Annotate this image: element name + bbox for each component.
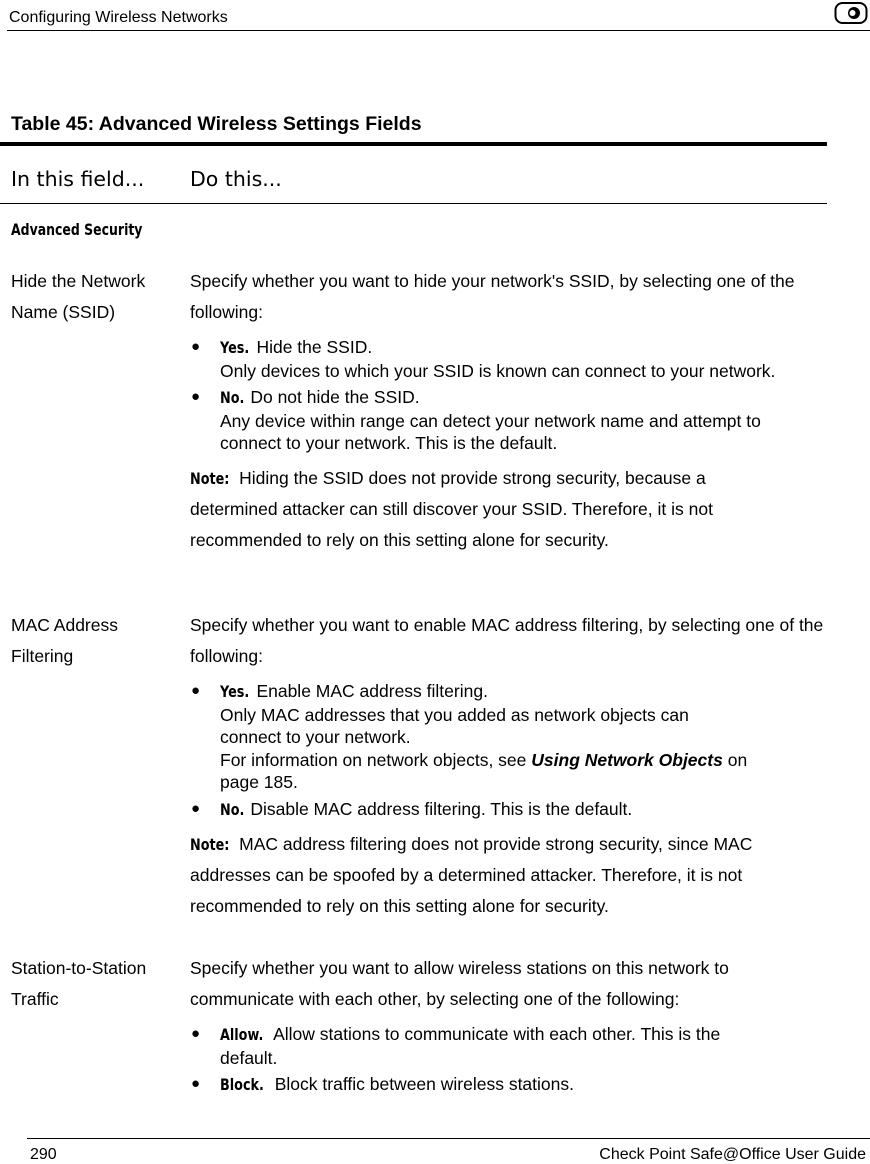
option-keyword: No. — [220, 388, 245, 407]
field-name-line: MAC Address — [11, 615, 118, 635]
header-title: Configuring Wireless Networks — [9, 9, 228, 26]
field-name-line: Hide the Network — [11, 271, 146, 291]
option-list — [190, 680, 830, 821]
option-detail: Only MAC addresses that you added as network objects can connect to your network. — [220, 704, 689, 747]
list-item — [190, 1073, 780, 1097]
option-text: Do not hide the SSID. — [245, 387, 420, 407]
cross-reference-link[interactable]: Using Network Objects — [531, 749, 723, 770]
bullet-icon: ● — [191, 1075, 201, 1092]
option-detail: Any device within range can detect your network name and attempt to connect to your network. This is the default. — [220, 410, 761, 453]
note-label: Note: — [190, 835, 230, 854]
field-description — [190, 266, 830, 556]
page-reference: on page 185. — [220, 749, 748, 792]
option-keyword: Yes. — [220, 338, 250, 357]
footer-rule — [27, 1138, 870, 1139]
option-text: Hide the SSID. — [251, 337, 373, 357]
guide-name: Check Point Safe@Office User Guide — [599, 1146, 866, 1163]
list-item — [190, 680, 780, 794]
field-name-line: Station-to-Station — [11, 958, 147, 978]
field-name-line: Name (SSID) — [11, 302, 116, 322]
checkpoint-logo-icon — [834, 1, 868, 25]
field-name — [11, 953, 181, 1015]
intro-text: Specify whether you want to enable MAC address filtering, by selecting one of the following: — [190, 615, 824, 666]
column-header-action: Do this... — [190, 167, 282, 191]
bullet-icon: ● — [191, 338, 201, 355]
intro-text: Specify whether you want to allow wireless stations on this network to communicate with each other, by selecting one of the following: — [190, 958, 729, 1009]
intro-text: Specify whether you want to hide your network's SSID, by selecting one of the following: — [190, 271, 795, 322]
note — [190, 463, 790, 556]
list-item — [190, 336, 780, 382]
page-number: 290 — [30, 1146, 57, 1163]
option-list — [190, 1023, 830, 1097]
list-item — [190, 798, 780, 822]
field-name-line: Traffic — [11, 989, 59, 1009]
header-rule — [7, 30, 870, 31]
field-name — [11, 610, 181, 672]
option-keyword: Allow. — [220, 1025, 264, 1044]
option-detail: Only devices to which your SSID is known can connect to your network. — [220, 360, 776, 381]
table-title: Table 45: Advanced Wireless Settings Fields — [11, 113, 422, 135]
table-top-rule — [0, 142, 827, 146]
note-label: Note: — [190, 468, 230, 488]
option-list — [190, 336, 830, 455]
note-text: MAC address filtering does not provide strong security, since MAC addresses can be spoofed by a determined attacker. Therefore, it is not recommended to rely on this setting alone for security. — [190, 834, 753, 916]
bullet-icon: ● — [191, 682, 201, 699]
header-bottom-rule — [0, 203, 827, 204]
bullet-icon: ● — [191, 1025, 201, 1042]
option-text: Block traffic between wireless stations. — [269, 1074, 574, 1094]
option-reference: For information on network objects, see — [220, 749, 532, 770]
bullet-icon: ● — [191, 799, 201, 817]
option-text: Disable MAC address filtering. This is the default. — [245, 798, 633, 819]
note-text: Hiding the SSID does not provide strong security, because a determined attacker can still discover your SSID. Therefore, it is not recommended to rely on this setting alone for security. — [190, 467, 713, 550]
option-text: Allow stations to communicate with each other. This is the default. — [220, 1024, 721, 1068]
field-description — [190, 610, 830, 922]
option-keyword: Yes. — [220, 682, 250, 701]
list-item — [190, 1023, 780, 1069]
section-heading: Advanced Security — [11, 220, 143, 239]
field-name-line: Filtering — [11, 646, 74, 666]
field-description — [190, 953, 830, 1101]
column-header-field: In this field... — [11, 167, 145, 191]
bullet-icon: ● — [191, 388, 201, 405]
option-keyword: Block. — [220, 1075, 264, 1094]
note — [190, 829, 795, 922]
option-keyword: No. — [220, 799, 245, 819]
field-name — [11, 266, 181, 328]
option-text: Enable MAC address filtering. — [251, 681, 488, 701]
list-item — [190, 386, 780, 455]
